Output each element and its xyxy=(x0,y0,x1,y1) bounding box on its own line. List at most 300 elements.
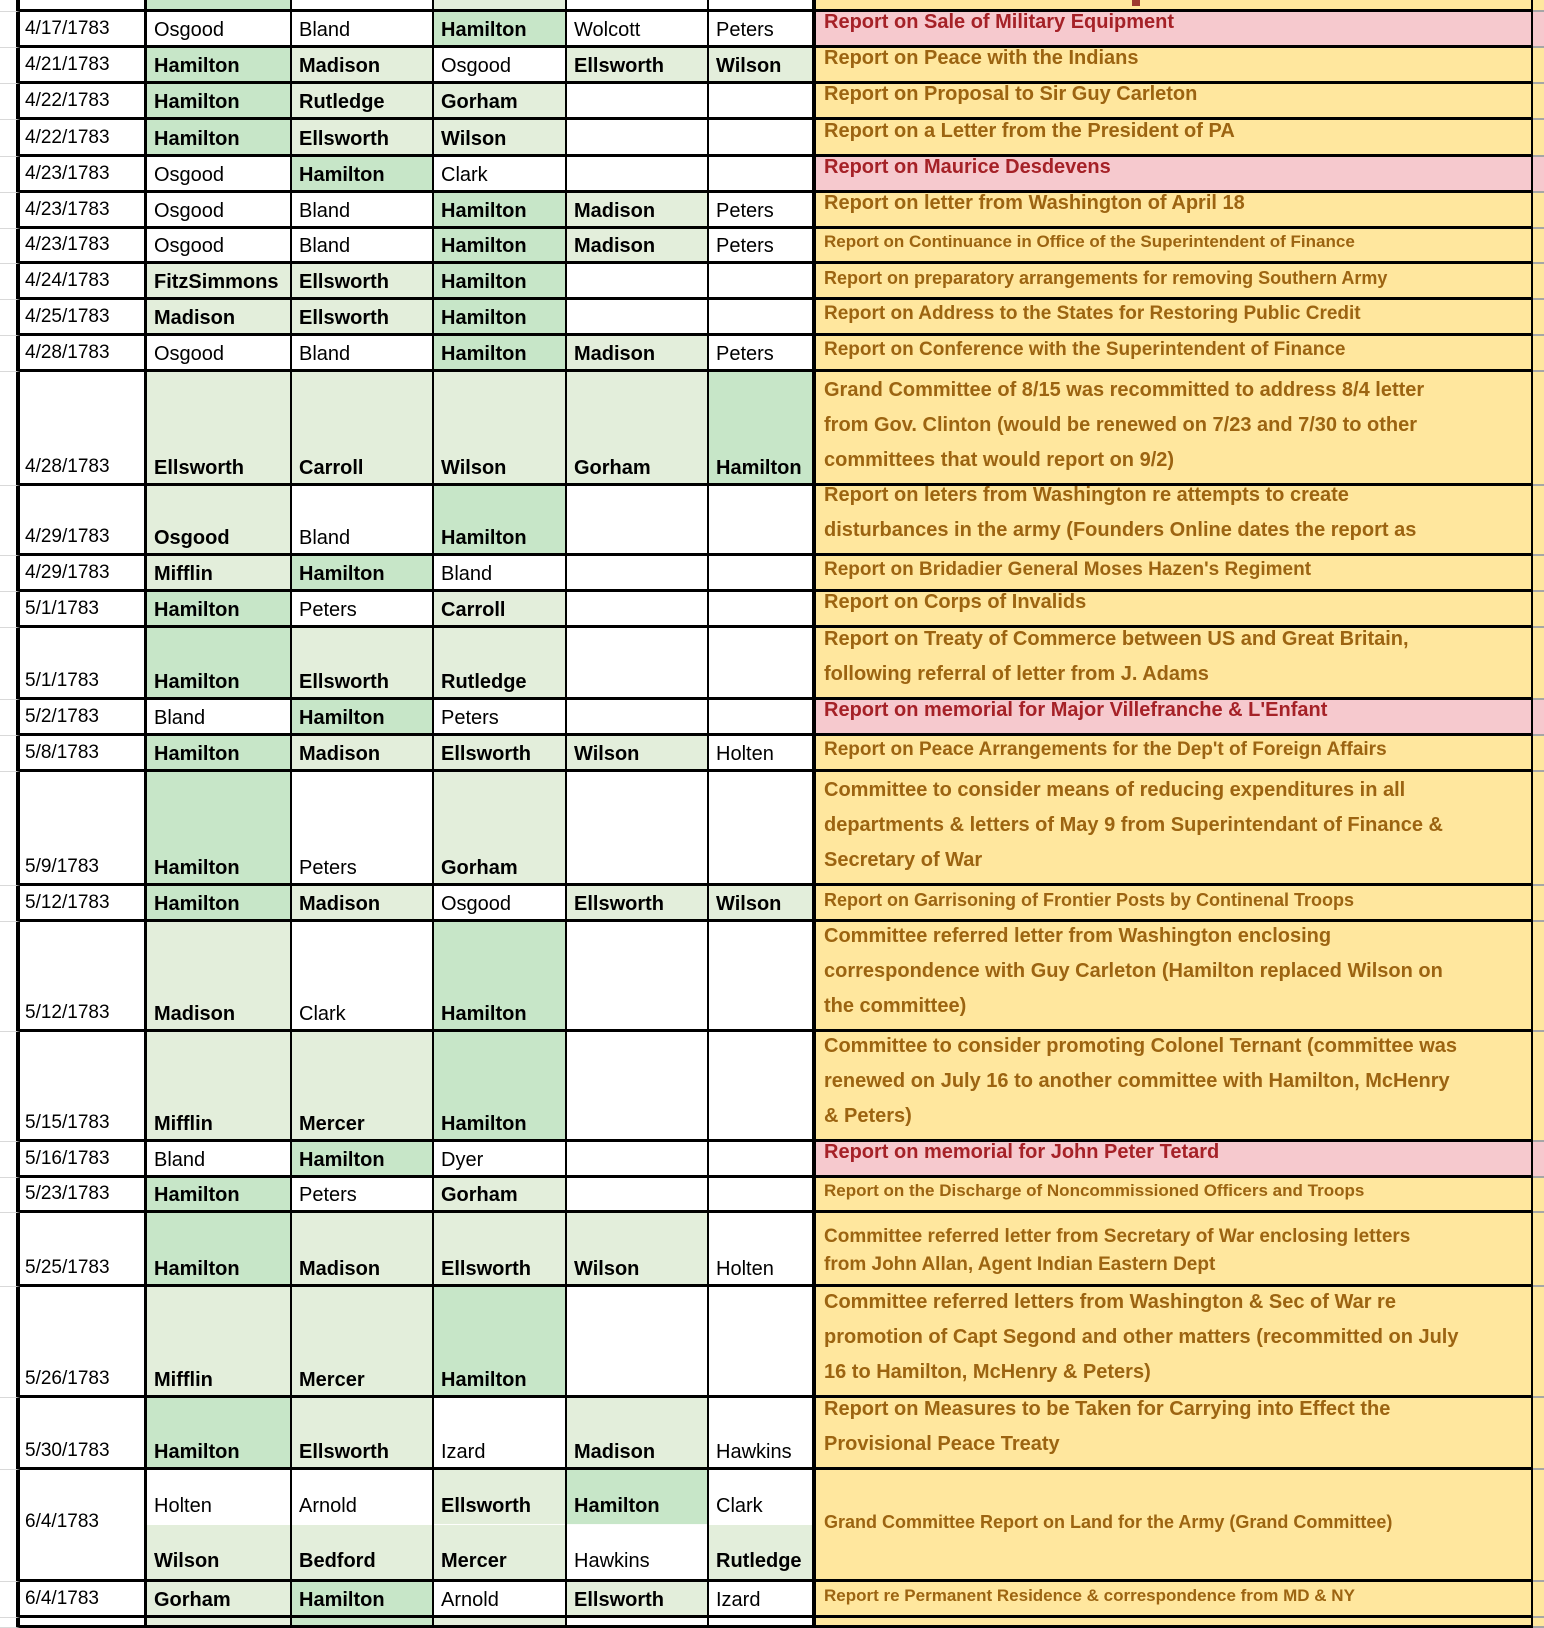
member-cell[interactable] xyxy=(147,1142,292,1178)
member-name: Ellsworth xyxy=(299,1441,390,1463)
member-cell[interactable] xyxy=(709,700,816,736)
date-cell[interactable] xyxy=(20,372,147,486)
sheet-gutter xyxy=(0,264,20,300)
right-edge-cell xyxy=(1533,336,1544,372)
description-cell[interactable] xyxy=(816,229,1533,264)
member-cell[interactable] xyxy=(434,48,567,84)
right-edge-cell xyxy=(1533,1470,1544,1582)
member-cell[interactable] xyxy=(292,120,434,157)
member-name: Hawkins xyxy=(567,1525,707,1579)
member-name: Osgood xyxy=(441,55,512,77)
member-cell[interactable] xyxy=(147,1398,292,1470)
description-cell[interactable] xyxy=(816,1032,1533,1142)
member-cell[interactable] xyxy=(147,628,292,700)
description-cell[interactable] xyxy=(816,1142,1533,1178)
member-cell[interactable] xyxy=(434,1142,567,1178)
date-cell[interactable] xyxy=(20,336,147,372)
member-cell[interactable] xyxy=(567,1470,709,1582)
member-cell[interactable] xyxy=(709,120,816,157)
date-cell[interactable] xyxy=(20,772,147,886)
member-cell[interactable] xyxy=(434,300,567,336)
member-cell[interactable] xyxy=(147,157,292,193)
member-name: Ellsworth xyxy=(441,743,532,765)
member-cell[interactable] xyxy=(147,120,292,157)
member-cell[interactable] xyxy=(709,1470,816,1582)
member-cell[interactable] xyxy=(567,157,709,193)
member-cell xyxy=(292,0,434,12)
member-cell[interactable] xyxy=(292,1213,434,1287)
table-row xyxy=(0,736,1544,772)
member-cell[interactable] xyxy=(434,556,567,592)
member-cell[interactable] xyxy=(292,193,434,229)
member-cell[interactable] xyxy=(147,1178,292,1213)
member-cell[interactable] xyxy=(147,1213,292,1287)
member-cell[interactable] xyxy=(292,556,434,592)
member-cell[interactable] xyxy=(147,1470,292,1582)
date-cell[interactable] xyxy=(20,1142,147,1178)
table-row xyxy=(0,1142,1544,1178)
member-cell[interactable] xyxy=(434,229,567,264)
member-cell[interactable] xyxy=(147,84,292,120)
member-cell[interactable] xyxy=(292,84,434,120)
member-cell[interactable] xyxy=(292,372,434,486)
member-cell[interactable] xyxy=(709,84,816,120)
description-cell[interactable] xyxy=(816,700,1533,736)
member-cell[interactable] xyxy=(709,922,816,1032)
member-cell[interactable] xyxy=(147,922,292,1032)
member-cell xyxy=(709,0,816,12)
table-row xyxy=(0,486,1544,556)
member-name: Peters xyxy=(716,235,774,257)
description-cell[interactable] xyxy=(816,922,1533,1032)
member-cell[interactable] xyxy=(292,1470,434,1582)
member-cell[interactable] xyxy=(292,229,434,264)
right-edge-cell xyxy=(1533,700,1544,736)
member-cell[interactable] xyxy=(147,1032,292,1142)
member-cell[interactable] xyxy=(434,157,567,193)
member-cell[interactable] xyxy=(709,486,816,556)
date-label: 5/1/1783 xyxy=(25,670,99,691)
member-cell[interactable] xyxy=(434,1032,567,1142)
member-cell[interactable] xyxy=(292,628,434,700)
right-edge-cell xyxy=(1533,922,1544,1032)
member-cell[interactable] xyxy=(434,84,567,120)
member-name: Osgood xyxy=(154,343,225,365)
member-cell[interactable] xyxy=(567,700,709,736)
description-text: Committee to consider means of reducing expenditures in all xyxy=(824,779,1406,801)
member-cell[interactable] xyxy=(292,1582,434,1618)
member-cell[interactable] xyxy=(434,1470,567,1582)
member-cell[interactable] xyxy=(709,1287,816,1398)
sheet-gutter xyxy=(0,628,20,700)
member-name: Dyer xyxy=(441,1149,484,1171)
member-name: Hamilton xyxy=(441,343,527,365)
right-edge-cell xyxy=(1533,1142,1544,1178)
date-cell[interactable] xyxy=(20,1178,147,1213)
member-cell[interactable] xyxy=(434,1213,567,1287)
date-cell[interactable] xyxy=(20,157,147,193)
member-cell[interactable] xyxy=(709,12,816,48)
date-cell[interactable] xyxy=(20,193,147,229)
member-cell[interactable] xyxy=(292,886,434,922)
member-cell[interactable] xyxy=(292,1032,434,1142)
member-cell[interactable] xyxy=(567,592,709,628)
member-cell[interactable] xyxy=(709,193,816,229)
description-cell[interactable] xyxy=(816,12,1533,48)
member-cell[interactable] xyxy=(709,229,816,264)
date-label: 4/29/1783 xyxy=(25,526,110,547)
member-cell[interactable] xyxy=(434,1287,567,1398)
description-cell[interactable] xyxy=(816,300,1533,336)
description-cell[interactable] xyxy=(816,1582,1533,1618)
description-cell[interactable] xyxy=(816,1178,1533,1213)
member-name: Wolcott xyxy=(574,19,641,41)
member-cell xyxy=(434,0,567,12)
member-name: Osgood xyxy=(154,235,225,257)
member-cell[interactable] xyxy=(709,336,816,372)
description-text: Committee referred letter from Washington enclosing xyxy=(824,925,1332,947)
member-cell[interactable] xyxy=(434,1178,567,1213)
member-name: Arnold xyxy=(292,1470,432,1525)
member-name: Mifflin xyxy=(154,1369,213,1391)
member-name: Wilson xyxy=(441,457,507,479)
member-name: Bland xyxy=(441,563,493,585)
right-edge-cell xyxy=(1533,772,1544,886)
description-text: the committee) xyxy=(824,995,967,1017)
member-cell[interactable] xyxy=(147,264,292,300)
description-cell[interactable] xyxy=(816,84,1533,120)
member-cell[interactable] xyxy=(434,1582,567,1618)
member-name: Izard xyxy=(716,1589,761,1611)
member-cell[interactable] xyxy=(147,556,292,592)
member-cell[interactable] xyxy=(567,120,709,157)
member-cell[interactable] xyxy=(147,48,292,84)
description-cell[interactable] xyxy=(816,628,1533,700)
member-name: Hawkins xyxy=(716,1441,792,1463)
member-cell[interactable] xyxy=(567,486,709,556)
member-cell[interactable] xyxy=(292,264,434,300)
table-row xyxy=(0,1287,1544,1398)
member-cell[interactable] xyxy=(292,592,434,628)
member-cell[interactable] xyxy=(434,886,567,922)
sheet-gutter xyxy=(0,336,20,372)
description-text: 16 to Hamilton, McHenry & Peters) xyxy=(824,1361,1151,1383)
date-cell[interactable] xyxy=(20,628,147,700)
member-cell[interactable] xyxy=(709,556,816,592)
member-name: FitzSimmons xyxy=(154,271,279,293)
date-cell[interactable] xyxy=(20,229,147,264)
member-cell[interactable] xyxy=(292,1178,434,1213)
date-cell[interactable] xyxy=(20,486,147,556)
date-cell[interactable] xyxy=(20,120,147,157)
member-cell[interactable] xyxy=(434,486,567,556)
table-row xyxy=(0,336,1544,372)
member-cell[interactable] xyxy=(434,922,567,1032)
member-cell[interactable] xyxy=(434,628,567,700)
description-text: Report on Maurice Desdevens xyxy=(824,157,1111,178)
member-cell[interactable] xyxy=(434,700,567,736)
member-cell[interactable] xyxy=(709,1142,816,1178)
member-cell[interactable] xyxy=(709,1178,816,1213)
description-cell[interactable] xyxy=(816,486,1533,556)
member-cell[interactable] xyxy=(292,300,434,336)
member-name: Ellsworth xyxy=(574,893,665,915)
member-cell[interactable] xyxy=(434,592,567,628)
description-cell[interactable] xyxy=(816,736,1533,772)
date-cell[interactable] xyxy=(20,1213,147,1287)
member-cell[interactable] xyxy=(567,300,709,336)
member-name: Hamilton xyxy=(716,457,802,479)
date-cell[interactable] xyxy=(20,264,147,300)
table-row xyxy=(0,372,1544,486)
member-name: Mercer xyxy=(299,1369,365,1391)
date-cell[interactable] xyxy=(20,1398,147,1470)
member-name: Bland xyxy=(299,200,351,222)
member-name: Bland xyxy=(299,343,351,365)
description-cell[interactable] xyxy=(816,372,1533,486)
member-cell[interactable] xyxy=(147,229,292,264)
member-cell[interactable] xyxy=(709,772,816,886)
description-cell[interactable] xyxy=(816,556,1533,592)
description-text: promotion of Capt Segond and other matters (recommitted on July xyxy=(824,1326,1459,1348)
member-cell[interactable] xyxy=(147,886,292,922)
member-cell[interactable] xyxy=(567,556,709,592)
member-cell[interactable] xyxy=(709,628,816,700)
member-name: Peters xyxy=(299,599,357,621)
date-cell[interactable] xyxy=(20,84,147,120)
description-cell[interactable] xyxy=(816,336,1533,372)
description-text: Report on letter from Washington of April 18 xyxy=(824,193,1245,214)
date-cell[interactable] xyxy=(20,736,147,772)
member-cell[interactable] xyxy=(434,772,567,886)
member-cell[interactable] xyxy=(292,736,434,772)
description-cell[interactable] xyxy=(816,886,1533,922)
date-cell[interactable] xyxy=(20,700,147,736)
member-cell[interactable] xyxy=(709,1398,816,1470)
sheet-gutter xyxy=(0,0,20,12)
member-name: Peters xyxy=(716,343,774,365)
date-label: 5/12/1783 xyxy=(25,892,110,913)
description-cell[interactable] xyxy=(816,193,1533,229)
member-cell[interactable] xyxy=(292,1142,434,1178)
member-cell[interactable] xyxy=(434,336,567,372)
date-cell[interactable] xyxy=(20,48,147,84)
member-cell[interactable] xyxy=(147,300,292,336)
member-name: Osgood xyxy=(154,527,230,549)
member-cell[interactable] xyxy=(567,1213,709,1287)
description-cell[interactable] xyxy=(816,1470,1533,1582)
member-cell[interactable] xyxy=(709,1213,816,1287)
right-edge-cell xyxy=(1533,628,1544,700)
member-cell[interactable] xyxy=(292,772,434,886)
date-cell[interactable] xyxy=(20,886,147,922)
member-cell[interactable] xyxy=(709,372,816,486)
member-name: Hamilton xyxy=(299,563,385,585)
description-text: Report on Address to the States for Restoring Public Credit xyxy=(824,303,1361,324)
member-cell[interactable] xyxy=(434,372,567,486)
description-text: renewed on July 16 to another committee with Hamilton, McHenry xyxy=(824,1070,1450,1092)
date-cell[interactable] xyxy=(20,300,147,336)
member-cell[interactable] xyxy=(567,1178,709,1213)
member-cell[interactable] xyxy=(709,1582,816,1618)
right-edge-cell xyxy=(1533,84,1544,120)
date-cell[interactable] xyxy=(20,12,147,48)
date-label: 4/22/1783 xyxy=(25,127,110,148)
member-name: Gorham xyxy=(441,857,518,879)
description-text: following referral of letter from J. Adams xyxy=(824,663,1209,685)
description-text: Report on Continuance in Office of the Superintendent of Finance xyxy=(824,232,1355,251)
member-name: Peters xyxy=(716,19,774,41)
member-cell[interactable] xyxy=(434,193,567,229)
member-cell[interactable] xyxy=(709,1032,816,1142)
date-cell[interactable] xyxy=(20,1582,147,1618)
member-cell[interactable] xyxy=(709,886,816,922)
member-name: Izard xyxy=(441,1441,486,1463)
member-cell[interactable] xyxy=(147,772,292,886)
description-text: Committee to consider promoting Colonel Ternant (committee was xyxy=(824,1035,1458,1057)
description-text: Grand Committee of 8/15 was recommitted to address 8/4 letter xyxy=(824,379,1425,401)
date-label: 4/28/1783 xyxy=(25,456,110,477)
date-cell[interactable] xyxy=(20,1470,147,1582)
member-name: Wilson xyxy=(716,893,782,915)
member-cell[interactable] xyxy=(567,372,709,486)
member-cell[interactable] xyxy=(292,1398,434,1470)
member-cell[interactable] xyxy=(434,120,567,157)
member-name: Ellsworth xyxy=(441,1258,532,1280)
member-cell[interactable] xyxy=(567,922,709,1032)
member-cell xyxy=(292,1618,434,1628)
member-cell[interactable] xyxy=(567,84,709,120)
member-cell[interactable] xyxy=(567,1142,709,1178)
description-cell[interactable] xyxy=(816,157,1533,193)
member-cell[interactable] xyxy=(147,1582,292,1618)
description-text: Report on Garrisoning of Frontier Posts by Continenal Troops xyxy=(824,890,1355,910)
right-edge-cell xyxy=(1533,486,1544,556)
member-cell[interactable] xyxy=(567,336,709,372)
member-cell[interactable] xyxy=(147,1287,292,1398)
description-cell[interactable] xyxy=(816,772,1533,886)
member-cell[interactable] xyxy=(147,193,292,229)
sheet-gutter xyxy=(0,1142,20,1178)
description-text: Report on a Letter from the President of PA xyxy=(824,120,1235,142)
sheet-gutter xyxy=(0,700,20,736)
member-cell[interactable] xyxy=(567,736,709,772)
member-name: Bland xyxy=(299,19,351,41)
member-cell[interactable] xyxy=(434,1398,567,1470)
member-cell[interactable] xyxy=(292,1287,434,1398)
member-cell[interactable] xyxy=(567,772,709,886)
member-cell[interactable] xyxy=(709,264,816,300)
sheet-gutter xyxy=(0,556,20,592)
member-cell[interactable] xyxy=(709,48,816,84)
member-cell[interactable] xyxy=(147,736,292,772)
member-cell[interactable] xyxy=(567,1032,709,1142)
member-cell[interactable] xyxy=(567,886,709,922)
member-cell[interactable] xyxy=(147,12,292,48)
member-cell[interactable] xyxy=(709,736,816,772)
member-cell[interactable] xyxy=(567,1287,709,1398)
member-cell[interactable] xyxy=(567,229,709,264)
member-cell[interactable] xyxy=(709,300,816,336)
member-cell[interactable] xyxy=(147,592,292,628)
member-cell[interactable] xyxy=(147,336,292,372)
sheet-gutter xyxy=(0,1178,20,1213)
description-cell[interactable] xyxy=(816,264,1533,300)
sheet-gutter xyxy=(0,84,20,120)
date-label: 4/25/1783 xyxy=(25,306,110,327)
member-name: Peters xyxy=(716,200,774,222)
member-cell[interactable] xyxy=(434,264,567,300)
member-name: Mifflin xyxy=(154,1113,213,1135)
sheet-gutter xyxy=(0,486,20,556)
date-cell[interactable] xyxy=(20,556,147,592)
clipped-text-fragment xyxy=(1132,0,1140,6)
right-edge-cell xyxy=(1533,120,1544,157)
member-cell[interactable] xyxy=(567,1582,709,1618)
member-cell[interactable] xyxy=(292,336,434,372)
member-cell[interactable] xyxy=(567,264,709,300)
table-row xyxy=(0,120,1544,157)
date-cell[interactable] xyxy=(20,922,147,1032)
table-row xyxy=(0,922,1544,1032)
member-cell[interactable] xyxy=(709,157,816,193)
member-cell[interactable] xyxy=(292,486,434,556)
member-cell[interactable] xyxy=(434,12,567,48)
description-text: Report on Bridadier General Moses Hazen's Regiment xyxy=(824,559,1312,580)
description-cell[interactable] xyxy=(816,592,1533,628)
description-cell[interactable] xyxy=(816,120,1533,157)
description-cell[interactable] xyxy=(816,48,1533,84)
member-cell[interactable] xyxy=(567,1398,709,1470)
sheet-gutter xyxy=(0,157,20,193)
sheet-gutter xyxy=(0,300,20,336)
description-cell[interactable] xyxy=(816,1213,1533,1287)
member-name: Peters xyxy=(441,707,499,729)
member-cell[interactable] xyxy=(292,157,434,193)
member-cell[interactable] xyxy=(292,922,434,1032)
right-edge-cell xyxy=(1533,157,1544,193)
member-cell[interactable] xyxy=(567,12,709,48)
description-text: departments & letters of May 9 from Superintendant of Finance & xyxy=(824,814,1443,836)
table-row xyxy=(0,1032,1544,1142)
member-name: Hamilton xyxy=(154,1258,240,1280)
description-cell[interactable] xyxy=(816,1398,1533,1470)
member-cell[interactable] xyxy=(567,628,709,700)
member-cell[interactable] xyxy=(567,193,709,229)
sheet-gutter xyxy=(0,736,20,772)
date-cell[interactable] xyxy=(20,592,147,628)
date-cell[interactable] xyxy=(20,1287,147,1398)
date-cell xyxy=(20,1618,147,1628)
description-cell[interactable] xyxy=(816,1287,1533,1398)
date-cell[interactable] xyxy=(20,1032,147,1142)
member-cell[interactable] xyxy=(292,700,434,736)
member-cell[interactable] xyxy=(709,592,816,628)
member-cell[interactable] xyxy=(292,48,434,84)
member-cell[interactable] xyxy=(147,372,292,486)
member-cell xyxy=(147,1618,292,1628)
member-cell[interactable] xyxy=(147,486,292,556)
member-cell[interactable] xyxy=(567,48,709,84)
table-row xyxy=(0,886,1544,922)
member-name: Madison xyxy=(574,343,656,365)
sheet-gutter xyxy=(0,592,20,628)
date-label: 4/23/1783 xyxy=(25,199,110,220)
description-cell xyxy=(816,1618,1533,1628)
member-cell[interactable] xyxy=(434,736,567,772)
member-cell[interactable] xyxy=(147,700,292,736)
member-cell[interactable] xyxy=(292,12,434,48)
